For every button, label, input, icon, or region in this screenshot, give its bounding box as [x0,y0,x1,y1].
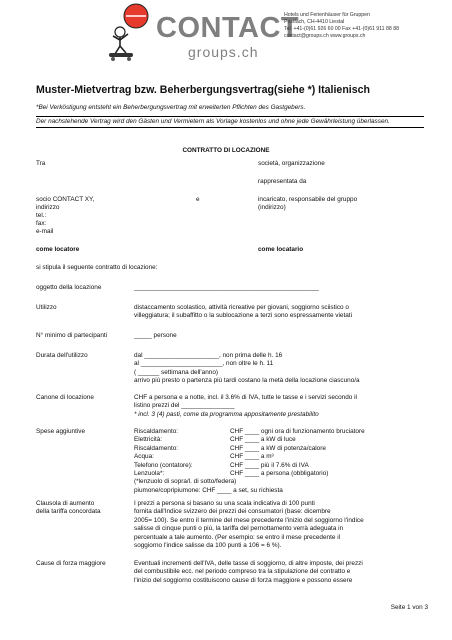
clausola-line: salisse di cinque punti o più, la tariffa del pernottamento verrà adeguata in [134,525,344,533]
spese-value: CHF ____ più il 7.6% di IVA [230,461,309,469]
stipula-line: si stipula il seguente contratto di locazione: [36,264,158,271]
clausola-line: percentuale a tale aumento. (Per esempio: se entro il mese precedente il [134,533,341,541]
clause-line: al _______________________, non oltre le h. 11 [134,360,274,368]
spese-item: Elettricità: [134,436,163,444]
logo-wordmark: CONTACT [156,12,300,44]
clause-label: Utilizzo [36,304,57,311]
logo-subtitle: groups.ch [188,44,259,60]
locatario-label: come locatario [258,246,304,253]
intro-note: *Bei Verköstigung entsteht ein Beherbergungsvertrag mit erweiterten Pflichten des Gastgebers. [36,104,306,111]
clause-line: CHF a persona e a notte, incl. il 3.6% di IVA, tutte le tasse e i servizi secondo il [134,394,357,401]
mascot-logo-icon [96,2,156,62]
fax-label: fax: [36,220,47,227]
spese-value: CHF ____ a persona (obbligatorio) [230,470,329,478]
clausola-line: I prezzi a persona si basano su una scala indicativa di 100 punti [134,500,315,507]
address-line: Postfach, CH-4410 Liestal [284,19,345,25]
clausola-label-line: della tariffa concordata [36,508,101,516]
spese-label: Spese aggiuntive [36,428,86,435]
email-label: e-mail [36,228,54,235]
spese-item: Riscaldamento: [134,444,179,452]
forza-label: Cause di forza maggiore [36,560,106,567]
clause-text: _____ persone [134,332,177,339]
letterhead [0,4,452,66]
contract-heading: CONTRATTO DI LOCAZIONE [182,147,270,154]
clausola-text [134,500,364,550]
forza-line: del combustibile ecc. nel periodo compreso tra la stipulazione del contratto e [134,568,351,576]
clausola-label-line: Clausola di aumento [36,500,95,507]
clause-text: ____________________________________________________ [134,284,319,291]
clause-label: Durata dell'utilizzo [36,352,88,359]
locatore-label: come locatore [36,246,80,253]
clause-label: N° minimo di partecipanti [36,332,108,339]
disclaimer-box: Der nachstehende Vertrag wird den Gästen und Vermietern als Vorlage kostenlos und ohne jede Gewährleistung überlassen. [36,116,424,128]
clause-line: listino prezzi del _______________ [134,402,235,410]
indirizzo-label: indirizzo [36,204,60,211]
spese-value: CHF ____ a kW di luce [230,436,296,444]
address-line: Hotels und Ferienhäuser für Gruppen [284,12,370,18]
address-block [284,12,399,40]
clause-text [134,304,352,321]
spese-extra: (*lenzuolo di sopra/l. di sotto/federa) [134,478,237,486]
clause-label: Canone di locazione [36,394,94,401]
spese-item: Telefono (contatore): [134,461,193,469]
societa-label: società, organizzazione [258,160,325,167]
clause-line: arrivo più presto o partenza più tardi costano la metà della locazione ciascuno/a [134,377,360,385]
clause-line: distaccamento scolastico, attività ricreative per giovani, soggiorno sciistico o [134,304,349,311]
clause-text [134,394,357,419]
spese-item: Lenzuola*: [134,470,165,478]
spese-item: Riscaldamento: [134,428,179,435]
address-line: Tel. +41-(0)61 926 60 00 Fax +41-(0)61 911 88 88 [284,26,399,32]
incaricato-label: incaricato, responsabile del gruppo [258,196,358,203]
document-title: Muster-Mietvertrag bzw. Beherbergungsvertrag(siehe *) Italienisch [36,84,370,96]
clause-line: dal _____________________, non prima delle h. 16 [134,352,283,359]
spese-value: CHF ____ ogni ora di funzionamento bruciatore [230,428,365,435]
clausola-label [36,500,101,517]
clause-label: oggetto della locazione [36,284,102,291]
spese-value: CHF ____ a m³ [230,453,274,461]
spese-item: Acqua: [134,453,154,461]
spese-values [230,428,365,478]
e-label: e [196,196,200,203]
indirizzo-right-label: (indirizzo) [258,204,286,211]
forza-text [134,560,363,585]
clausola-line: soggiorno l'indice salisse da 100 punti a 106 = 6 %). [134,542,282,550]
clause-text [134,352,360,386]
clausola-line: fornita dall'Indice svizzero dei prezzi dei consumatori (base: dicembre [134,508,331,516]
spese-extra: piumone/copripiumone: CHF ____ a set, su richiesta [134,486,283,494]
socio-label: socio CONTACT XY, [36,196,95,203]
tel-label: tel.: [36,212,47,219]
clause-line: villeggiatura; il subaffitto o la sublocazione a terzi sono espressamente vietati [134,312,352,320]
forza-line: Eventuali incrementi dell'IVA, delle tasse di soggiorno, di altre imposte, dei prezzi [134,560,363,567]
page-number: Seite 1 von 3 [390,604,428,611]
tra-label: Tra [36,160,46,167]
spese-value: CHF ____ a kW di potenza/calore [230,444,326,452]
clause-line: ( ______ settimana dell'anno) [134,368,218,376]
address-line: contact@groups.ch www.groups.ch [284,33,366,39]
rappresentata-label: rappresentata da [258,178,307,185]
clause-note: * incl. 3 (4) pasti, come da programma appositamente prestabilito [134,410,319,418]
forza-line: l'inizio del soggiorno costituiscono cause di forza maggiore e possono essere [134,576,353,584]
clausola-line: 2005= 100). Se entro il termine del mese precedente l'inizio del soggiorno l'indice [134,516,364,524]
